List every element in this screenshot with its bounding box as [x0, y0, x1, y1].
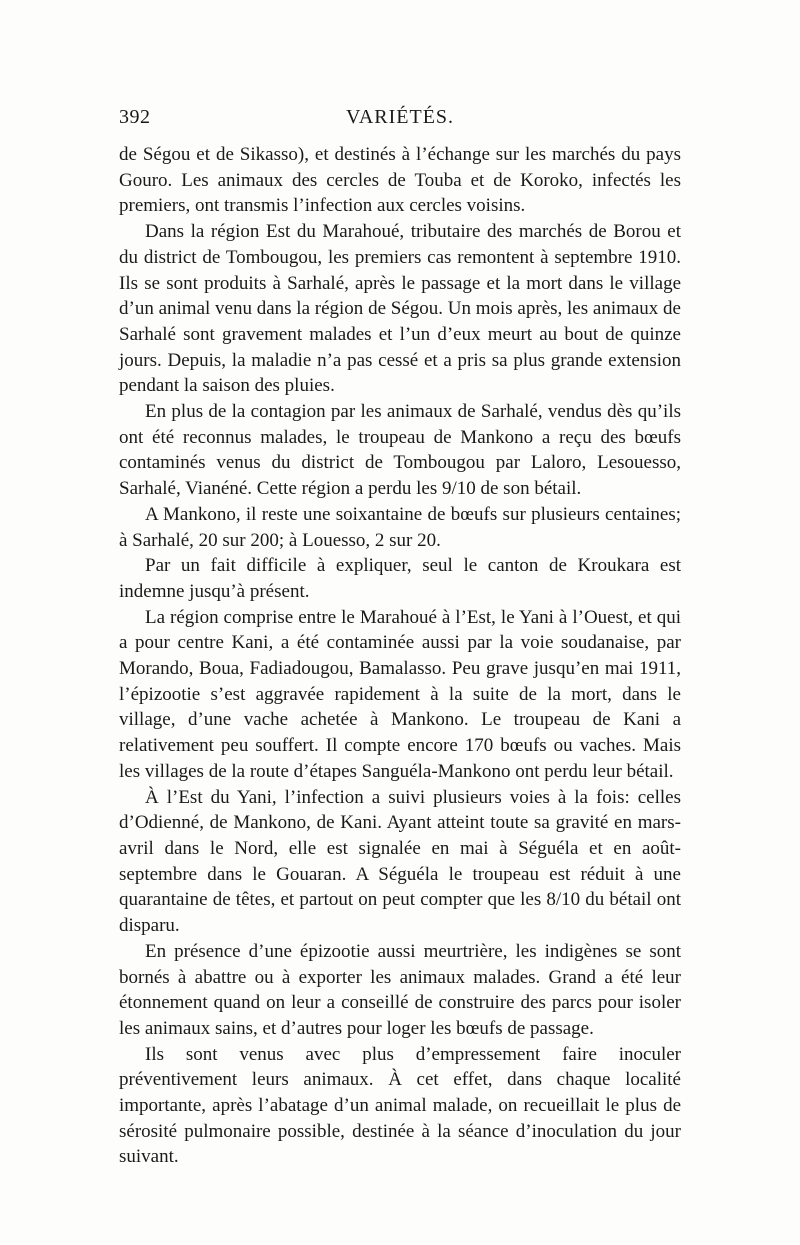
paragraph-continued: de Ségou et de Sikasso), et destinés à l’échange sur les marchés du pays Gouro. Les animaux des cercles de Touba et de Koroko, infectés les premiers, ont transmis l’infection aux cercles voisins. — [119, 144, 681, 217]
paragraph: Dans la région Est du Marahoué, tributaire des marchés de Borou et du district de Tombougou, les premiers cas remontent à septembre 1910. Ils se sont produits à Sarhalé, après le passage et la mort dans le village d’un animal venu dans la région de Ségou. Un mois après, les animaux de Sarhalé sont gravement malades et l’un d’eux meurt au bout de quinze jours. Depuis, la maladie n’a pas cessé et a pris sa plus grande extension pendant la saison des pluies. — [119, 221, 681, 397]
paragraph: A Mankono, il reste une soixantaine de bœufs sur plusieurs centaines; à Sarhalé, 20 sur 200; à Louesso, 2 sur 20. — [119, 503, 681, 551]
running-head — [119, 106, 681, 136]
paragraph: À l’Est du Yani, l’infection a suivi plusieurs voies à la fois: celles d’Odienné, de Mankono, de Kani. Ayant atteint toute sa gravité en mars-avril dans le Nord, elle est signalée en mai à Séguéla et en août-septembre dans le Gouaran. A Séguéla le troupeau est réduit à une quarantaine de têtes, et partout on peut compter que les 8/10 du bétail ont disparu. — [119, 786, 681, 937]
paragraph: Par un fait difficile à expliquer, seul le canton de Kroukara est indemne jusqu’à présent. — [119, 555, 681, 602]
running-title: VARIÉTÉS. — [345, 106, 455, 128]
page-number: 392 — [119, 106, 151, 128]
paragraph: Ils sont venus avec plus d’empressement faire inoculer préventivement leurs animaux. À cet effet, dans chaque localité importante, après l’abatage d’un animal malade, on recueillait le plus de sérosité pulmonaire possible, destinée à la séance d’inoculation du jour suivant. — [119, 1043, 681, 1168]
body-text — [119, 142, 681, 1170]
paragraph: En plus de la contagion par les animaux de Sarhalé, vendus dès qu’ils ont été reconnus malades, le troupeau de Mankono a reçu des bœufs contaminés venus du district de Tombougou par Laloro, Lesouesso, Sarhalé, Vianéné. Cette région a perdu les 9/10 de son bétail. — [119, 401, 681, 500]
paragraph: La région comprise entre le Marahoué à l’Est, le Yani à l’Ouest, et qui a pour centre Kani, a été contaminée aussi par la voie soudanaise, par Morando, Boua, Fadiadougou, Bamalasso. Peu grave jusqu’en mai 1911, l’épizootie s’est aggravée rapidement à la suite de la mort, dans le village, d’une vache achetée à Mankono. Le troupeau de Kani a relativement peu souffert. Il compte encore 170 bœufs ou vaches. Mais les villages de la route d’étapes Sanguéla-Mankono ont perdu leur bétail. — [119, 606, 681, 782]
paragraph: En présence d’une épizootie aussi meurtrière, les indigènes se sont bornés à abattre ou à exporter les animaux malades. Grand a été leur étonnement quand on leur a conseillé de construire des parcs pour isoler les animaux sains, et d’autres pour loger les bœufs de passage. — [119, 940, 681, 1039]
